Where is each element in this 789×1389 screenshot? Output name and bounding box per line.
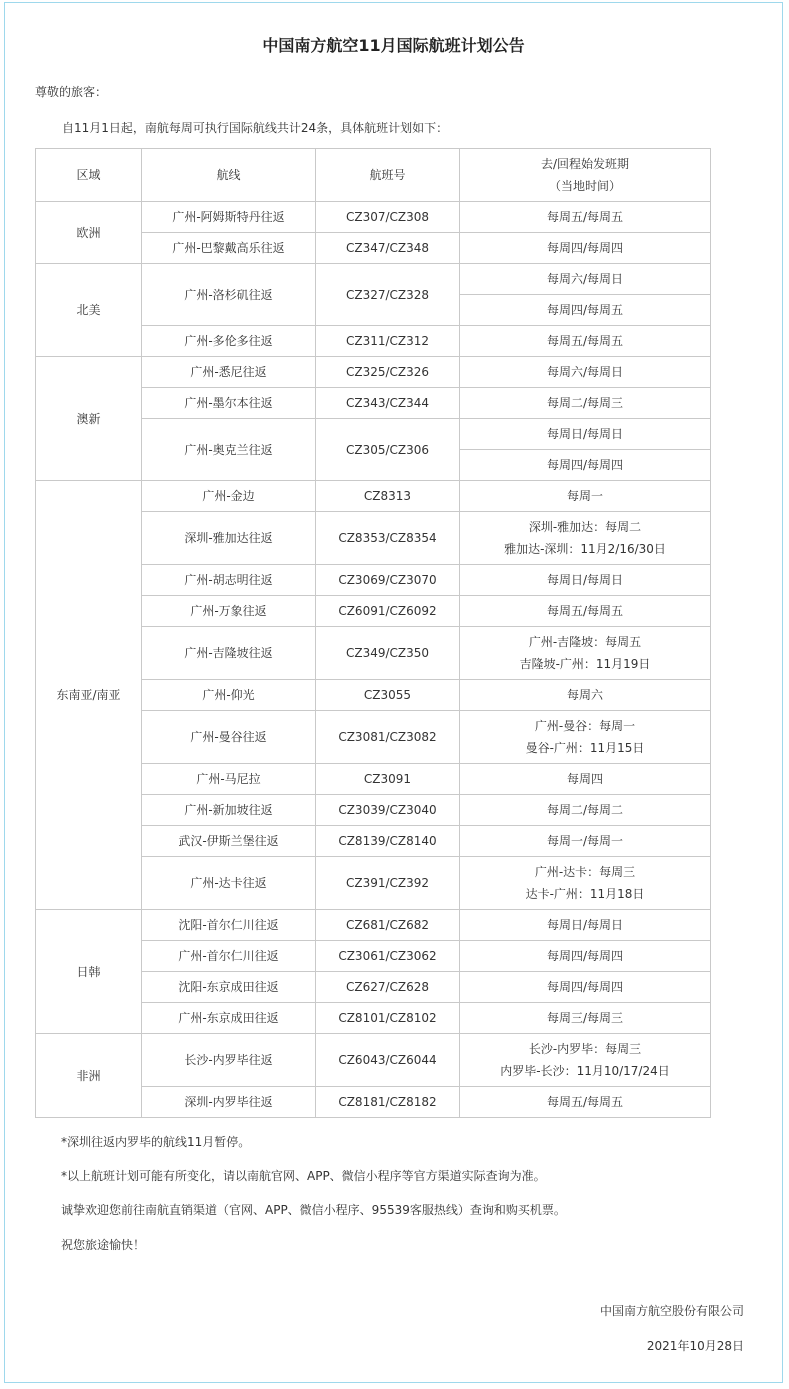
route-cell: 广州-洛杉矶往返 [142,264,316,326]
days-cell: 每周六 [460,680,711,711]
days-cell: 每周日/每周日 [460,910,711,941]
region-cell: 东南亚/南亚 [36,481,142,910]
days-cell: 每周四/每周四 [460,941,711,972]
days-cell [460,857,711,910]
flight-cell: CZ3091 [316,764,460,795]
route-cell: 广州-阿姆斯特丹往返 [142,202,316,233]
route-cell: 广州-金边 [142,481,316,512]
greeting: 尊敬的旅客： [35,85,108,99]
days-cell: 每周四/每周四 [460,233,711,264]
note-disclaimer: *以上航班计划可能有所变化，请以南航官网、APP、微信小程序等官方渠道实际查询为准。 [61,1169,546,1183]
route-cell: 武汉-伊斯兰堡往返 [142,826,316,857]
flight-cell: CZ8313 [316,481,460,512]
note-wishes: 祝您旅途愉快！ [61,1238,146,1252]
table-row [36,202,711,233]
route-cell: 沈阳-首尔仁川往返 [142,910,316,941]
route-cell: 广州-墨尔本往返 [142,388,316,419]
flight-cell: CZ349/CZ350 [316,627,460,680]
days-cell: 每周四/每周四 [460,450,711,481]
days-cell: 每周六/每周日 [460,357,711,388]
table-header-row [36,149,711,202]
note-suspension: *深圳往返内罗毕的航线11月暂停。 [61,1135,251,1149]
route-cell: 广州-悉尼往返 [142,357,316,388]
header-region: 区域 [36,149,142,202]
region-cell: 非洲 [36,1034,142,1118]
flight-cell: CZ8101/CZ8102 [316,1003,460,1034]
days-cell: 每周二/每周三 [460,388,711,419]
flight-cell: CZ391/CZ392 [316,857,460,910]
flight-cell: CZ3069/CZ3070 [316,565,460,596]
route-cell: 广州-巴黎戴高乐往返 [142,233,316,264]
flight-cell: CZ8181/CZ8182 [316,1087,460,1118]
route-cell: 广州-仰光 [142,680,316,711]
route-cell: 沈阳-东京成田往返 [142,972,316,1003]
flight-cell: CZ3061/CZ3062 [316,941,460,972]
days-cell: 每周四 [460,764,711,795]
flight-cell: CZ627/CZ628 [316,972,460,1003]
route-cell: 深圳-雅加达往返 [142,512,316,565]
header-days [460,149,711,202]
table-row [36,910,711,941]
days-line: 深圳-雅加达：每周二 [528,520,642,534]
days-cell: 每周六/每周日 [460,264,711,295]
days-cell: 每周五/每周五 [460,202,711,233]
route-cell: 广州-奥克兰往返 [142,419,316,481]
header-days-line1: 去/回程始发班期 [540,157,630,171]
route-cell: 广州-马尼拉 [142,764,316,795]
days-line: 长沙-内罗毕：每周三 [528,1042,642,1056]
flight-cell: CZ305/CZ306 [316,419,460,481]
days-cell: 每周二/每周二 [460,795,711,826]
note-booking-channels: 诚挚欢迎您前往南航直销渠道（官网、APP、微信小程序、95539客服热线）查询和购买机票。 [61,1203,566,1217]
flight-cell: CZ8353/CZ8354 [316,512,460,565]
days-line: 内罗毕-长沙：11月10/17/24日 [500,1064,670,1078]
flight-cell: CZ327/CZ328 [316,264,460,326]
page-title: 中国南方航空11月国际航班计划公告 [262,36,525,55]
days-cell: 每周四/每周四 [460,972,711,1003]
intro-paragraph: 自11月1日起，南航每周可执行国际航线共计24条，具体航班计划如下： [62,121,449,135]
announcement-page [4,2,783,1383]
route-cell: 广州-首尔仁川往返 [142,941,316,972]
days-line: 广州-吉隆坡：每周五 [528,635,642,649]
days-cell: 每周一 [460,481,711,512]
flight-cell: CZ325/CZ326 [316,357,460,388]
flight-schedule-table [35,148,711,1118]
table-row [36,1034,711,1087]
header-route: 航线 [142,149,316,202]
table-row [36,264,711,295]
days-cell [460,512,711,565]
flight-cell: CZ347/CZ348 [316,233,460,264]
header-days-line2: （当地时间） [548,179,621,193]
days-cell: 每周日/每周日 [460,565,711,596]
flight-cell: CZ8139/CZ8140 [316,826,460,857]
days-cell: 每周四/每周五 [460,295,711,326]
days-line: 雅加达-深圳：11月2/16/30日 [504,542,666,556]
days-cell: 每周三/每周三 [460,1003,711,1034]
days-cell: 每周五/每周五 [460,326,711,357]
route-cell: 广州-吉隆坡往返 [142,627,316,680]
days-cell [460,711,711,764]
region-cell: 北美 [36,264,142,357]
table-row [36,357,711,388]
days-line: 达卡-广州：11月18日 [525,887,645,901]
flight-cell: CZ6043/CZ6044 [316,1034,460,1087]
route-cell: 广州-曼谷往返 [142,711,316,764]
flight-cell: CZ6091/CZ6092 [316,596,460,627]
days-cell: 每周日/每周日 [460,419,711,450]
header-flight: 航班号 [316,149,460,202]
route-cell: 广州-万象往返 [142,596,316,627]
route-cell: 广州-东京成田往返 [142,1003,316,1034]
route-cell: 广州-新加坡往返 [142,795,316,826]
signature-date: 2021年10月28日 [646,1339,744,1353]
days-cell: 每周五/每周五 [460,1087,711,1118]
route-cell: 深圳-内罗毕往返 [142,1087,316,1118]
days-cell: 每周五/每周五 [460,596,711,627]
flight-cell: CZ3081/CZ3082 [316,711,460,764]
route-cell: 广州-多伦多往返 [142,326,316,357]
region-cell: 欧洲 [36,202,142,264]
signature-company: 中国南方航空股份有限公司 [599,1304,744,1318]
days-cell [460,627,711,680]
region-cell: 日韩 [36,910,142,1034]
flight-cell: CZ307/CZ308 [316,202,460,233]
flight-cell: CZ3039/CZ3040 [316,795,460,826]
days-line: 广州-曼谷：每周一 [534,719,636,733]
route-cell: 广州-达卡往返 [142,857,316,910]
flight-cell: CZ343/CZ344 [316,388,460,419]
days-line: 广州-达卡：每周三 [534,865,636,879]
route-cell: 长沙-内罗毕往返 [142,1034,316,1087]
region-cell: 澳新 [36,357,142,481]
flight-cell: CZ3055 [316,680,460,711]
days-line: 曼谷-广州：11月15日 [525,741,645,755]
table-body [36,202,711,1118]
flight-cell: CZ681/CZ682 [316,910,460,941]
table-row [36,481,711,512]
route-cell: 广州-胡志明往返 [142,565,316,596]
flight-cell: CZ311/CZ312 [316,326,460,357]
days-cell [460,1034,711,1087]
days-cell: 每周一/每周一 [460,826,711,857]
days-line: 吉隆坡-广州：11月19日 [519,657,651,671]
